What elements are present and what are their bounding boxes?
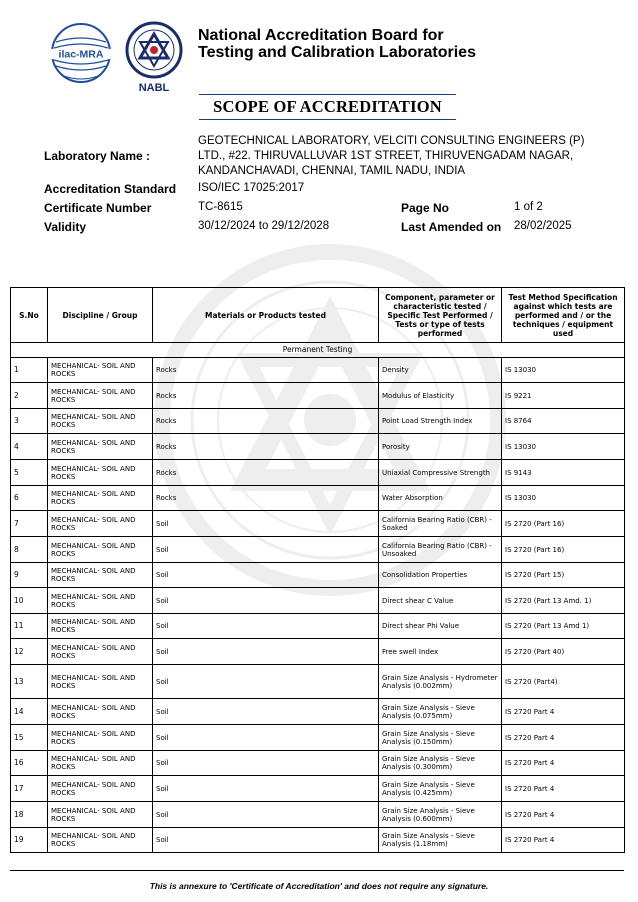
sno-cell: 15	[11, 725, 48, 751]
nabl-logo	[124, 20, 184, 96]
sno-cell: 7	[11, 511, 48, 537]
discipline-cell: MECHANICAL- SOIL AND ROCKS	[48, 358, 153, 383]
discipline-cell: MECHANICAL- SOIL AND ROCKS	[48, 802, 153, 828]
method-cell: IS 2720 (Part 15)	[502, 563, 625, 588]
sno-cell: 8	[11, 537, 48, 563]
section-row	[11, 343, 625, 358]
sno-cell: 12	[11, 639, 48, 665]
table-row	[11, 460, 625, 486]
table-row	[11, 665, 625, 699]
test-cell: Grain Size Analysis - Sieve Analysis (0.150mm)	[379, 725, 502, 751]
test-cell: Grain Size Analysis - Hydrometer Analysis (0.002mm)	[379, 665, 502, 699]
lab-name-line: LTD., #22. THIRUVALLUVAR 1ST STREET, THIRUVENGADAM NAGAR,	[198, 150, 574, 162]
method-cell: IS 13030	[502, 486, 625, 511]
discipline-cell: MECHANICAL- SOIL AND ROCKS	[48, 776, 153, 802]
table-row	[11, 828, 625, 853]
svg-text:ilac-MRA: ilac-MRA	[58, 48, 104, 61]
sno-cell: 13	[11, 665, 48, 699]
header-test-method: Test Method Specification against which tests are performed and / or the techniques / equipment used	[502, 288, 625, 343]
method-cell: IS 2720 Part 4	[502, 828, 625, 853]
header-sno: S.No	[11, 288, 48, 343]
table-row	[11, 409, 625, 434]
method-cell: IS 2720 (Part 13 Amd 1)	[502, 614, 625, 639]
table-header-row	[11, 288, 625, 343]
discipline-cell: MECHANICAL- SOIL AND ROCKS	[48, 828, 153, 853]
material-cell: Rocks	[153, 434, 379, 460]
discipline-cell: MECHANICAL- SOIL AND ROCKS	[48, 460, 153, 486]
standard-value: ISO/IEC 17025:2017	[198, 182, 305, 194]
lab-name-value	[198, 134, 598, 179]
section-label: Permanent Testing	[11, 343, 625, 358]
page-no-value: 1 of 2	[514, 201, 543, 213]
table-row	[11, 511, 625, 537]
material-cell: Rocks	[153, 383, 379, 409]
table-row	[11, 434, 625, 460]
material-cell: Soil	[153, 537, 379, 563]
method-cell: IS 2720 (Part 40)	[502, 639, 625, 665]
method-cell: IS 2720 (Part 16)	[502, 511, 625, 537]
footer-divider	[10, 870, 624, 871]
material-cell: Soil	[153, 751, 379, 776]
test-cell: Water Absorption	[379, 486, 502, 511]
org-name-line-1: National Accreditation Board for	[198, 27, 444, 44]
test-cell: Uniaxial Compressive Strength	[379, 460, 502, 486]
page-no-label: Page No	[401, 201, 450, 215]
table-row	[11, 802, 625, 828]
material-cell: Rocks	[153, 358, 379, 383]
method-cell: IS 2720 (Part 13 Amd. 1)	[502, 588, 625, 614]
scope-title: SCOPE OF ACCREDITATION	[199, 94, 456, 120]
table-row	[11, 486, 625, 511]
sno-cell: 11	[11, 614, 48, 639]
test-cell: Consolidation Properties	[379, 563, 502, 588]
sno-cell: 18	[11, 802, 48, 828]
sno-cell: 6	[11, 486, 48, 511]
last-amended-label: Last Amended on	[401, 220, 502, 234]
last-amended-value: 28/02/2025	[514, 220, 572, 232]
method-cell: IS 2720 Part 4	[502, 725, 625, 751]
validity-label: Validity	[44, 220, 87, 234]
table-row	[11, 358, 625, 383]
material-cell: Soil	[153, 665, 379, 699]
material-cell: Soil	[153, 588, 379, 614]
discipline-cell: MECHANICAL- SOIL AND ROCKS	[48, 486, 153, 511]
sno-cell: 4	[11, 434, 48, 460]
table-row	[11, 699, 625, 725]
material-cell: Soil	[153, 828, 379, 853]
test-cell: Grain Size Analysis - Sieve Analysis (0.300mm)	[379, 751, 502, 776]
method-cell: IS 2720 Part 4	[502, 776, 625, 802]
header-discipline: Discipline / Group	[48, 288, 153, 343]
organization-name	[198, 27, 618, 61]
sno-cell: 9	[11, 563, 48, 588]
lab-name-label: Laboratory Name :	[44, 149, 151, 163]
discipline-cell: MECHANICAL- SOIL AND ROCKS	[48, 511, 153, 537]
discipline-cell: MECHANICAL- SOIL AND ROCKS	[48, 751, 153, 776]
test-cell: Density	[379, 358, 502, 383]
test-cell: Porosity	[379, 434, 502, 460]
material-cell: Soil	[153, 699, 379, 725]
org-name-line-2: Testing and Calibration Laboratories	[198, 44, 476, 61]
test-cell: Direct shear C Value	[379, 588, 502, 614]
material-cell: Soil	[153, 725, 379, 751]
certificate-number-value: TC-8615	[198, 201, 243, 213]
method-cell: IS 2720 (Part 16)	[502, 537, 625, 563]
discipline-cell: MECHANICAL- SOIL AND ROCKS	[48, 537, 153, 563]
header-materials: Materials or Products tested	[153, 288, 379, 343]
material-cell: Rocks	[153, 486, 379, 511]
discipline-cell: MECHANICAL- SOIL AND ROCKS	[48, 409, 153, 434]
discipline-cell: MECHANICAL- SOIL AND ROCKS	[48, 563, 153, 588]
sno-cell: 17	[11, 776, 48, 802]
table-row	[11, 751, 625, 776]
test-cell: Free swell Index	[379, 639, 502, 665]
lab-name-line: GEOTECHNICAL LABORATORY, VELCITI CONSULTING ENGINEERS (P)	[198, 135, 585, 147]
sno-cell: 3	[11, 409, 48, 434]
footer-note: This is annexure to 'Certificate of Accreditation' and does not require any signature.	[149, 881, 489, 891]
method-cell: IS 2720 (Part4)	[502, 665, 625, 699]
test-cell: Grain Size Analysis - Sieve Analysis (0.075mm)	[379, 699, 502, 725]
svg-text:NABL: NABL	[138, 82, 170, 94]
sno-cell: 14	[11, 699, 48, 725]
discipline-cell: MECHANICAL- SOIL AND ROCKS	[48, 614, 153, 639]
lab-name-line: KANDANCHAVADI, CHENNAI, TAMIL NADU, INDIA	[198, 165, 466, 177]
test-cell: Direct shear Phi Value	[379, 614, 502, 639]
table-row	[11, 639, 625, 665]
sno-cell: 19	[11, 828, 48, 853]
material-cell: Soil	[153, 802, 379, 828]
method-cell: IS 2720 Part 4	[502, 751, 625, 776]
material-cell: Soil	[153, 511, 379, 537]
discipline-cell: MECHANICAL- SOIL AND ROCKS	[48, 699, 153, 725]
table-row	[11, 537, 625, 563]
header-component: Component, parameter or characteristic tested / Specific Test Performed / Tests or type of tests performed	[379, 288, 502, 343]
test-cell: Grain Size Analysis - Sieve Analysis (0.600mm)	[379, 802, 502, 828]
discipline-cell: MECHANICAL- SOIL AND ROCKS	[48, 588, 153, 614]
material-cell: Soil	[153, 563, 379, 588]
method-cell: IS 13030	[502, 358, 625, 383]
discipline-cell: MECHANICAL- SOIL AND ROCKS	[48, 665, 153, 699]
sno-cell: 1	[11, 358, 48, 383]
method-cell: IS 13030	[502, 434, 625, 460]
table-row	[11, 725, 625, 751]
test-cell: California Bearing Ratio (CBR) - Unsoaked	[379, 537, 502, 563]
sno-cell: 5	[11, 460, 48, 486]
certificate-number-label: Certificate Number	[44, 201, 152, 215]
method-cell: IS 2720 Part 4	[502, 699, 625, 725]
table-row	[11, 383, 625, 409]
validity-value: 30/12/2024 to 29/12/2028	[198, 220, 330, 232]
discipline-cell: MECHANICAL- SOIL AND ROCKS	[48, 434, 153, 460]
method-cell: IS 9143	[502, 460, 625, 486]
test-cell: Modulus of Elasticity	[379, 383, 502, 409]
sno-cell: 2	[11, 383, 48, 409]
material-cell: Rocks	[153, 409, 379, 434]
table-row	[11, 614, 625, 639]
material-cell: Soil	[153, 639, 379, 665]
test-cell: Grain Size Analysis - Sieve Analysis (1.18mm)	[379, 828, 502, 853]
table-row	[11, 563, 625, 588]
discipline-cell: MECHANICAL- SOIL AND ROCKS	[48, 725, 153, 751]
discipline-cell: MECHANICAL- SOIL AND ROCKS	[48, 639, 153, 665]
method-cell: IS 8764	[502, 409, 625, 434]
material-cell: Rocks	[153, 460, 379, 486]
material-cell: Soil	[153, 776, 379, 802]
sno-cell: 10	[11, 588, 48, 614]
test-cell: Point Load Strength Index	[379, 409, 502, 434]
table-row	[11, 588, 625, 614]
ilac-mra-logo	[50, 22, 112, 88]
standard-label: Accreditation Standard	[44, 182, 177, 196]
scope-table	[10, 287, 625, 853]
method-cell: IS 9221	[502, 383, 625, 409]
discipline-cell: MECHANICAL- SOIL AND ROCKS	[48, 383, 153, 409]
test-cell: California Bearing Ratio (CBR) - Soaked	[379, 511, 502, 537]
table-row	[11, 776, 625, 802]
table-body	[11, 343, 625, 853]
method-cell: IS 2720 Part 4	[502, 802, 625, 828]
sno-cell: 16	[11, 751, 48, 776]
test-cell: Grain Size Analysis - Sieve Analysis (0.425mm)	[379, 776, 502, 802]
material-cell: Soil	[153, 614, 379, 639]
